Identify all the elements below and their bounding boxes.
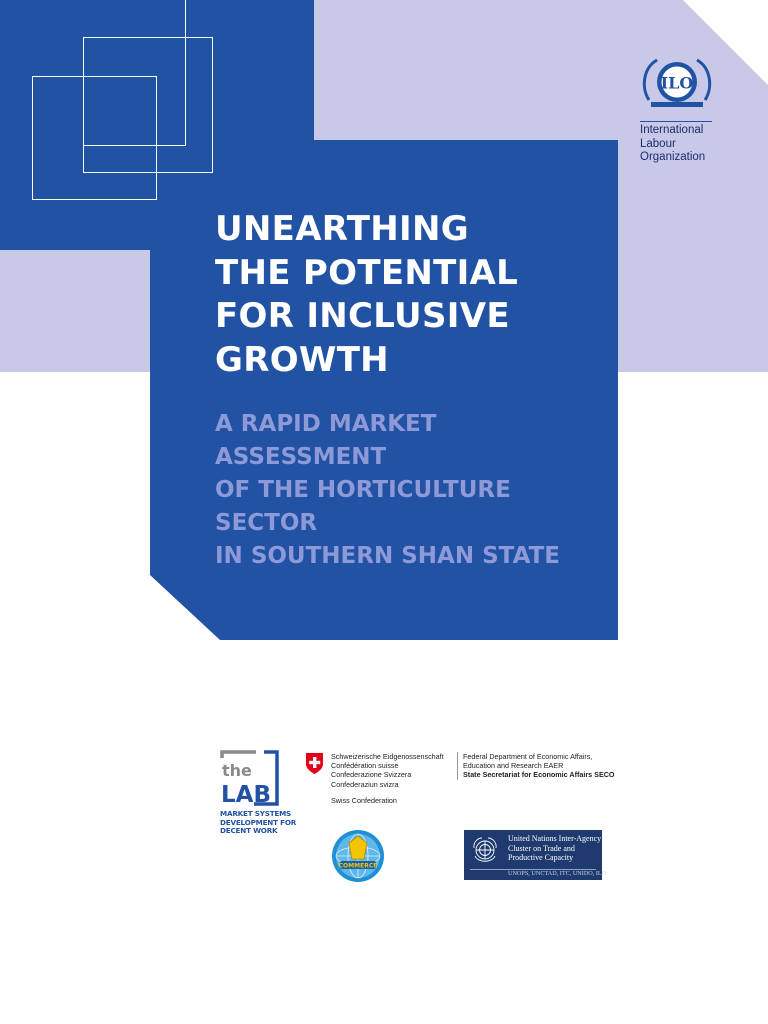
- seco-label: State Secretariat for Economic Affairs SECO: [463, 770, 615, 780]
- swiss-shield-icon: [305, 752, 324, 775]
- swiss-divider: [457, 752, 458, 780]
- ilo-organization-name: International Labour Organization: [640, 124, 706, 163]
- fdea-department-text: Federal Department of Economic Affairs, Education and Research EAER State Secretariat for Economic Affairs SECO: [463, 752, 615, 780]
- ilo-emblem-logo: [639, 52, 715, 112]
- the-lab-tagline: MARKET SYSTEMS DEVELOPMENT FOR DECENT WORK: [220, 809, 297, 835]
- un-cluster-members: UNOPS, UNCTAD, ITC, UNIDO, ILO: [508, 870, 607, 877]
- the-lab-wordmark-the: the: [222, 761, 252, 780]
- document-title: UNEARTHING THE POTENTIAL FOR INCLUSIVE GROWTH: [215, 209, 519, 380]
- commerce-seal-logo: [331, 829, 385, 883]
- ilo-logo-letters: ILO: [660, 73, 694, 93]
- swiss-confederation-label: Swiss Confederation: [331, 796, 397, 805]
- un-cluster-name: United Nations Inter-Agency Cluster on Trade and Productive Capacity: [508, 834, 602, 862]
- document-subtitle: A RAPID MARKET ASSESSMENT OF THE HORTICULTURE SECTOR IN SOUTHERN SHAN STATE: [215, 411, 560, 569]
- outline-line-decoration: [83, 145, 186, 146]
- ilo-divider: [640, 121, 712, 122]
- outline-line-decoration: [185, 0, 186, 146]
- outline-square-decoration: [32, 76, 157, 200]
- un-emblem-icon: [470, 836, 500, 866]
- the-lab-logo: [220, 750, 282, 806]
- the-lab-wordmark-lab: LAB: [221, 782, 271, 806]
- swiss-confederation-names: Schweizerische Eidgenossenschaft Confédération suisse Confederazione Svizzera Confederaziun svizra: [331, 752, 444, 789]
- commerce-seal-label: COMMERCE: [338, 862, 378, 870]
